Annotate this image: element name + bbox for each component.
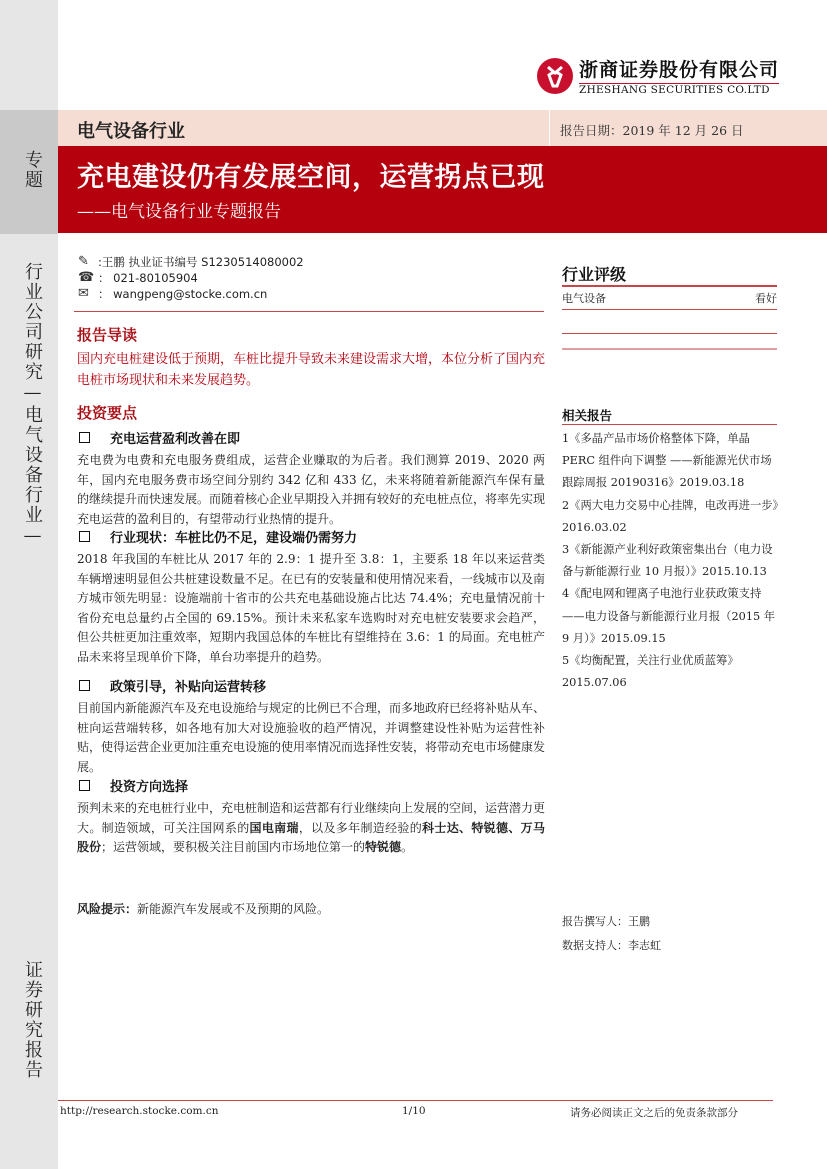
checkbox-bullet-icon — [79, 680, 90, 691]
investment-title: 投资要点 — [77, 404, 138, 422]
author-divider — [74, 311, 544, 312]
industry-label: 电气设备行业 — [77, 121, 185, 142]
page-number: 1/10 — [402, 1105, 426, 1117]
point-text — [77, 799, 545, 858]
related-item[interactable]: 5《均衡配置，关注行业优质蓝筹》2015.07.06 — [562, 654, 739, 690]
text-run: ；运营领域，要积极关注目前国内市场地位第一的 — [101, 840, 366, 854]
sidebar-report-type-label: 证券研究报告 — [22, 960, 43, 1080]
report-date: 报告日期：2019 年 12 月 26 日 — [560, 123, 744, 138]
rating-sector: 电气设备 — [562, 292, 606, 305]
point-text: 目前国内新能源汽车及充电设施给与规定的比例已不合理，而多地政府已经将补贴从车、桩向运营端转移，如各地有加大对设施验收的趋严情况，并调整建设性补贴为运营性补贴，使得运营企业更加注重充电设施的使用率情况而选择性安装，将带动充电市场健康发展。 — [77, 701, 546, 774]
company-highlight: 特锐德 — [365, 840, 402, 854]
author-block — [78, 254, 304, 302]
logo-emblem-icon — [537, 58, 573, 94]
pen-icon: ✎ — [78, 254, 89, 269]
checkbox-bullet-icon — [79, 531, 90, 542]
text-run: ，以及多年制造经验的 — [298, 820, 423, 835]
rating-row — [562, 290, 777, 306]
footer-url[interactable]: http://research.stocke.com.cn — [60, 1105, 219, 1117]
related-item[interactable]: 2《两大电力交易中心挂牌，电改再进一步》2016.03.02 — [562, 498, 779, 534]
mail-icon: ✉ — [78, 286, 89, 301]
investment-point — [77, 776, 545, 858]
rating-title: 行业评级 — [562, 265, 627, 284]
rating-divider — [562, 309, 777, 310]
point-heading: 充电运营盈利改善在即 — [110, 432, 241, 447]
lead-text: 国内充电桩建设低于预期，车桩比提升导致未来建设需求大增，本位分析了国内充电桩市场现状和未来发展趋势。 — [77, 352, 546, 388]
point-heading: 行业现状：车桩比仍不足，建设端仍需努力 — [110, 531, 358, 546]
sidebar-category-label: 行业公司研究—电气设备行业— — [22, 262, 43, 548]
rating-divider — [562, 348, 777, 350]
report-subtitle: ——电气设备行业专题报告 — [77, 202, 281, 222]
rating-divider — [562, 285, 777, 287]
point-heading: 投资方向选择 — [110, 780, 189, 795]
point-heading: 政策引导，补贴向运营转移 — [110, 680, 267, 695]
related-item[interactable]: 3《新能源产业利好政策密集出台（电力设备与新能源行业 10 月报）》2015.10.13 — [562, 543, 773, 579]
company-logo — [537, 55, 779, 96]
related-item[interactable]: 4《配电网和锂离子电池行业获政策支持——电力设备与新能源行业月报（2015 年 9 月）》2015.09.15 — [562, 587, 776, 645]
rating-value: 看好 — [755, 292, 777, 305]
checkbox-bullet-icon — [79, 432, 90, 443]
investment-point — [77, 527, 545, 667]
analyst-phone: ： 021-80105904 — [98, 271, 198, 285]
header-divider — [549, 110, 550, 146]
report-title: 充电建设仍有发展空间，运营拐点已现 — [77, 162, 545, 193]
checkbox-bullet-icon — [79, 780, 90, 791]
point-text: 充电费为电费和充电服务费组成，运营企业赚取的为后者。我们测算 2019、2020 两年，国内充电服务费市场空间分别约 342 亿和 433 亿，未来将随着新能源汽车保有量的继续提升而快速发展。而随着核心企业早期投入并拥有较好的充电桩点位，将率先实现充电运营的盈利目的，有望带动行业热情的提升。 — [77, 453, 546, 526]
rating-divider — [562, 333, 777, 334]
analyst-email[interactable]: ： wangpeng@stocke.com.cn — [98, 287, 268, 301]
data-support: 数据支持人：李志虹 — [562, 939, 661, 952]
risk-notice — [77, 900, 329, 917]
report-writer: 报告撰写人：王鹏 — [562, 915, 650, 928]
lead-title: 报告导读 — [77, 326, 138, 344]
analyst-info: :王鹏 执业证书编号 S1230514080002 — [98, 255, 304, 269]
related-title: 相关报告 — [562, 408, 613, 423]
related-list — [562, 428, 779, 694]
risk-label: 风险提示： — [77, 902, 138, 916]
text-run: 。 — [401, 840, 414, 854]
investment-point — [77, 428, 545, 529]
text-run: 预判未来的充电桩行业中，充电桩制造和运营都有行业继续向上发展的空间，运营潜力更大。制造领域，可关注国网系的 — [77, 801, 546, 835]
related-divider — [562, 424, 777, 425]
company-name-cn: 浙商证券股份有限公司 — [579, 55, 779, 84]
risk-text: 新能源汽车发展或不及预期的风险。 — [137, 902, 330, 916]
footer-divider — [58, 1100, 773, 1101]
footer-disclaimer: 请务必阅读正文之后的免责条款部分 — [570, 1107, 738, 1119]
credits — [562, 910, 661, 958]
investment-point — [77, 676, 545, 777]
company-highlight: 国电南瑞 — [249, 820, 299, 835]
related-item[interactable]: 1《多晶产品市场价格整体下降，单晶 PERC 组件向下调整 ——新能源光伏市场跟踪周报 20190316》2019.03.18 — [562, 432, 772, 490]
sidebar-topic-label: 专题 — [22, 150, 43, 190]
point-text: 2018 年我国的车桩比从 2017 年的 2.9：1 提升至 3.8：1，主要系 18 年以来运营类车辆增速明显但公共桩建设数量不足。在已有的安装量和使用情况来看，一线城市以及南方城市领先明显：设施端前十省市的公共充电基础设施占比达 74.4%；充电量情况前十省份充电总量约占全国的 69.15%。预计未来私家车选购时对充电桩安装要求会趋严，但公共桩更加注重效率，短期内我国总体的车桩比有望维持在 3.6：1 的局面。充电桩产品未来将呈现单价下降，单台功率提升的趋势。 — [77, 552, 546, 664]
company-highlight: 科士达、特锐德、万马股份 — [77, 820, 545, 854]
company-name-en: ZHESHANG SECURITIES CO.LTD — [579, 84, 770, 96]
phone-icon: ☎ — [78, 270, 95, 285]
